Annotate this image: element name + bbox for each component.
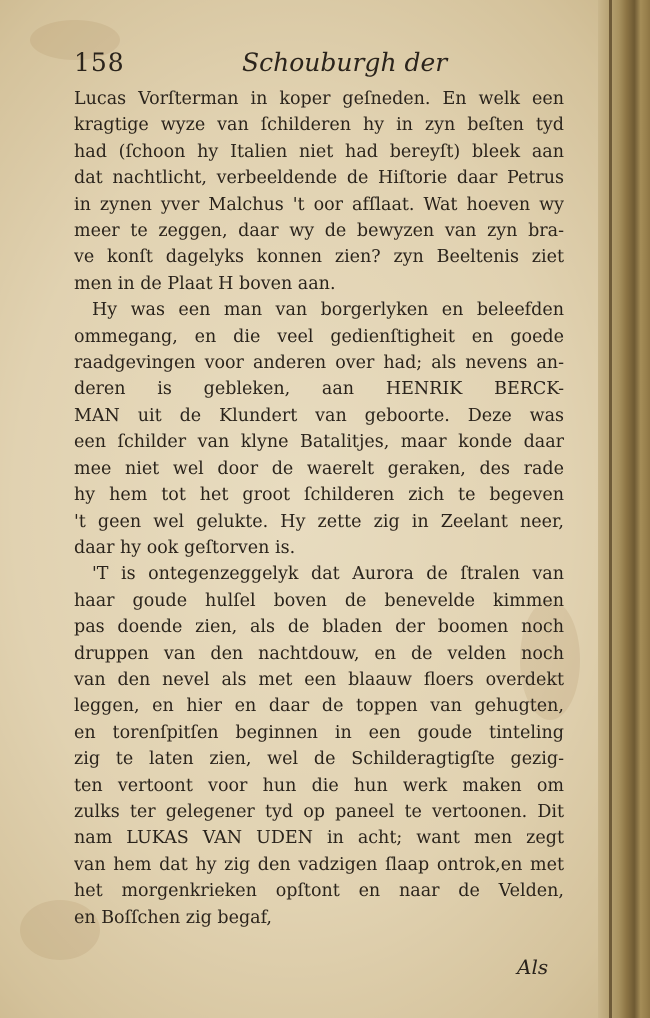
text-line: zulks ter gelegener tyd op paneel te vertoonen. Dit [74, 801, 564, 822]
text-line: kragtige wyze van ſchilderen hy in zyn beſten tyd [74, 115, 564, 136]
text-line: in zynen yver Malchus 't oor afſlaat. Wat hoeven wy [74, 194, 564, 215]
page-header [74, 46, 564, 82]
text-line: deren is gebleken, aan HENRIK BERCK- [74, 379, 564, 400]
text-line: hy hem tot het groot ſchilderen zich te begeven [74, 485, 564, 506]
text-line: raadgevingen voor anderen over had; als nevens an- [74, 353, 564, 374]
text-line: zig te laten zien, wel de Schilderagtigſte gezig- [74, 749, 564, 770]
text-line: leggen, en hier en daar de toppen van gehugten, [74, 696, 564, 717]
text-line: Hy was een man van borgerlyken en beleefden [92, 300, 564, 321]
text-line: MAN uit de Klundert van geboorte. Deze was [74, 405, 564, 426]
text-line: van den nevel als met een blaauw floers overdekt [74, 669, 564, 690]
text-line: 'T is ontegenzeggelyk dat Aurora de ſtralen van [92, 564, 564, 585]
text-line: meer te zeggen, daar wy de bewyzen van zyn bra- [74, 221, 564, 242]
text-line: haar goude hulſel boven de benevelde kimmen [74, 590, 564, 611]
text-line: een ſchilder van klyne Batalitjes, maar konde daar [74, 432, 564, 453]
text-line: ommegang, en die veel gedienſtigheit en goede [74, 326, 564, 347]
text-line: het morgenkrieken opſtont en naar de Velden, [74, 881, 564, 902]
text-line: ve konſt dagelyks konnen zien? zyn Beeltenis ziet [74, 247, 564, 268]
page-number: 158 [74, 48, 125, 77]
text-line: druppen van den nachtdouw, en de velden noch [74, 643, 564, 664]
text-line: pas doende zien, als de bladen der boomen noch [74, 617, 564, 638]
text-line: men in de Plaat H boven aan. [74, 273, 336, 294]
book-gutter [598, 0, 650, 1018]
text-line: had (ſchoon hy Italien niet had bereyſt) bleek aan [74, 141, 564, 162]
body-text [74, 86, 564, 931]
text-line: dat nachtlicht, verbeeldende de Hiſtorie daar Petrus [74, 168, 564, 189]
text-line: ten vertoont voor hun die hun werk maken om [74, 775, 564, 796]
text-line: nam LUKAS VAN UDEN in acht; want men zegt [74, 828, 564, 849]
text-line: Lucas Vorſterman in koper geſneden. En welk een [74, 89, 564, 109]
text-line: en Boſſchen zig begaf, [74, 907, 272, 928]
text-line: 't geen wel gelukte. Hy zette zig in Zeelant neer, [74, 511, 564, 532]
running-title: Schouburgh der [242, 48, 448, 77]
catchword: Als [517, 955, 549, 979]
text-line: en torenſpitſen beginnen in een goude tinteling [74, 722, 564, 743]
text-line: mee niet wel door de waerelt geraken, des rade [74, 458, 564, 479]
page-edge [609, 0, 612, 1018]
text-line: van hem dat hy zig den vadzigen ſlaap ontrok,en met [74, 854, 564, 875]
text-line: daar hy ook geſtorven is. [74, 537, 296, 558]
